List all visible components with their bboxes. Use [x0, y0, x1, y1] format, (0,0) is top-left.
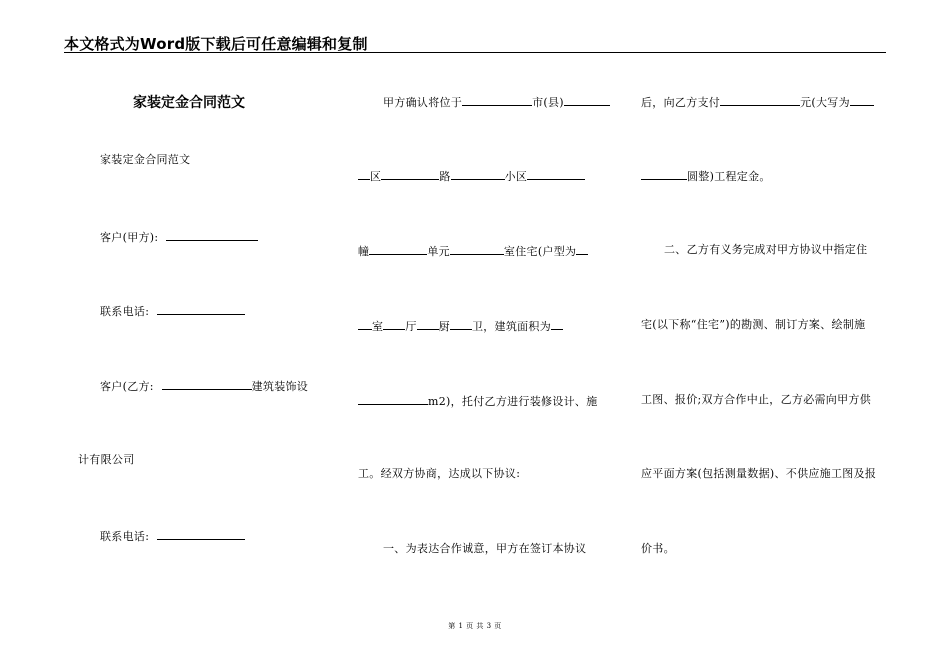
blank-underline — [381, 168, 439, 180]
blank-underline — [450, 318, 472, 330]
blank-underline — [417, 318, 439, 330]
blank-underline — [641, 168, 687, 180]
body-line — [100, 378, 308, 394]
body-line — [100, 303, 245, 319]
text-run: 一、为表达合作诚意，甲方在签订本协议 — [383, 542, 587, 555]
body-line — [100, 229, 258, 245]
body-line — [641, 94, 874, 110]
blank-underline — [383, 318, 405, 330]
body-line — [358, 467, 520, 481]
body-line — [641, 467, 876, 481]
blank-underline — [358, 318, 372, 330]
text-run: 应平面方案(包括测量数据)、不供应施工图及报 — [641, 467, 877, 480]
blank-underline — [157, 528, 245, 540]
blank-underline — [527, 168, 585, 180]
text-run: 甲方确认将位于 — [383, 96, 463, 109]
text-run: 单元 — [427, 245, 450, 258]
text-run: 厨 — [438, 320, 450, 333]
text-run: 宅(以下称“住宅”)的勘测、制订方案、绘制施 — [641, 318, 866, 331]
body-line — [641, 542, 675, 556]
text-run: 区 — [370, 170, 382, 183]
blank-underline — [462, 94, 532, 106]
text-run: m2)，托付乙方进行装修设计、施 — [428, 395, 598, 408]
blank-underline — [451, 168, 505, 180]
blank-underline — [551, 318, 563, 330]
body-line — [100, 528, 245, 544]
client-b-label: 客户(乙方: — [100, 380, 154, 393]
text-run: 小区 — [504, 170, 528, 183]
phone-a-label: 联系电话: — [100, 305, 150, 318]
body-line — [358, 168, 585, 184]
body-line — [100, 153, 190, 167]
client-a-label: 客户(甲方): — [100, 231, 159, 244]
blank-underline — [166, 229, 258, 241]
text-run: 工。经双方协商，达成以下协议: — [358, 467, 521, 480]
header-rule — [64, 52, 886, 53]
blank-underline — [157, 303, 245, 315]
text-run: 价书。 — [641, 542, 675, 555]
blank-underline — [162, 378, 252, 390]
text-run: 二、乙方有义务完成对甲方协议中指定住 — [664, 243, 868, 256]
text-run: 厅 — [405, 320, 417, 333]
text-run: 圆整)工程定金。 — [687, 170, 771, 183]
blank-underline — [720, 94, 800, 106]
blank-underline — [564, 94, 610, 106]
text-run: 后，向乙方支付 — [641, 96, 721, 109]
body-line — [664, 243, 867, 257]
text-run: 路 — [439, 170, 451, 183]
blank-underline — [850, 94, 874, 106]
body-line — [641, 393, 871, 407]
text-run: 卫，建筑面积为 — [471, 320, 552, 333]
phone-b-label: 联系电话: — [100, 530, 150, 543]
body-line — [358, 318, 563, 334]
client-b-suffix: 建筑装饰设 — [251, 380, 309, 393]
page-footer: 第 1 页 共 3 页 — [448, 622, 502, 630]
client-b-continuation: 计有限公司 — [78, 453, 135, 466]
body-line — [641, 318, 865, 332]
blank-underline — [450, 243, 504, 255]
text-run: 市(县) — [532, 96, 564, 109]
body-line — [641, 168, 771, 184]
text-run: 室 — [372, 320, 384, 333]
blank-underline — [576, 243, 588, 255]
text-run: 幢 — [358, 245, 370, 258]
blank-underline — [369, 243, 427, 255]
body-line — [78, 453, 135, 467]
body-line — [383, 542, 586, 556]
blank-underline — [358, 393, 428, 405]
document-title: 家装定金合同范文 — [133, 95, 245, 111]
subtitle-text: 家装定金合同范文 — [100, 153, 191, 166]
page-header: 本文格式为Word版下载后可任意编辑和复制 — [64, 35, 368, 53]
body-line — [358, 243, 588, 259]
blank-underline — [358, 168, 370, 180]
text-run: 室住宅(户型为 — [503, 245, 577, 258]
text-run: 工图、报价;双方合作中止，乙方必需向甲方供 — [641, 393, 872, 406]
body-line — [358, 393, 598, 409]
text-run: 元(大写为 — [800, 96, 850, 109]
body-line — [383, 94, 610, 110]
